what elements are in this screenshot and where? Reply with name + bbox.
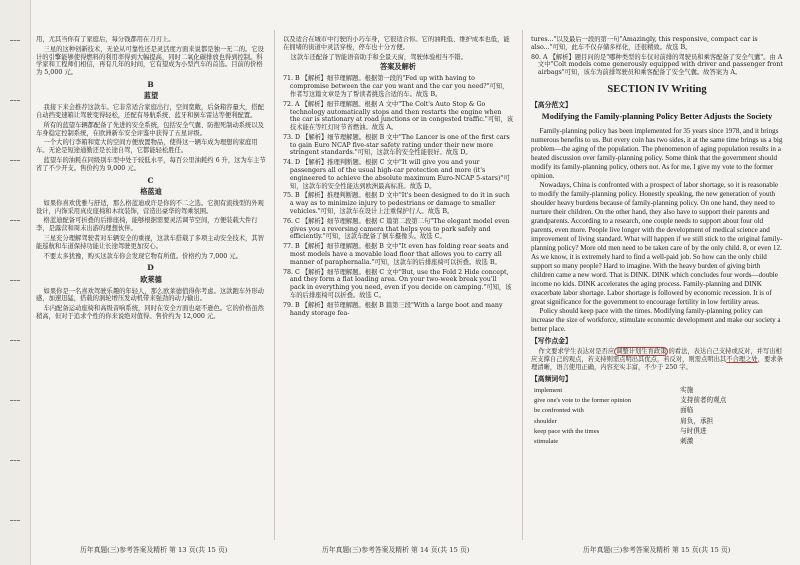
binding-mark xyxy=(10,460,20,461)
circled-phrase: 调整计划生育政策 xyxy=(616,348,667,356)
page-footer: 历年真题(三)参考答案及精析 第 15 页(共 15 页) xyxy=(583,546,731,554)
guide-text: 的看法，表达自己支持或反对，并写出相应支撑自己的观点，若支持则需点明出其优点，若反对，则需点明出其 xyxy=(531,348,782,364)
answers-heading: 答案及解析 xyxy=(380,62,416,72)
section-letter: D xyxy=(147,263,155,273)
answer-item: 71. B 【解析】细节理解题。根据第一段的"Fed up with having to compromise between the car you want and the car you need?"可知，作者写这篇文章是为了帮读者挑选合适的车。故选 B。 xyxy=(283,75,509,98)
paragraph: 以及适合在城市中行驶的小巧车身，它很适合你。它的油耗低、维护成本也低，能在拥堵的街道中灵活穿梭，停车也十分方便。 xyxy=(283,36,510,51)
label-model-essay: 【高分范文】 xyxy=(531,101,572,109)
binding-mark xyxy=(10,100,20,101)
paragraph: 用，尤其当你有了家庭后，每分钱都用在刀刃上。 xyxy=(36,36,175,43)
vocab-en: stimulate xyxy=(534,437,559,445)
vocab-cn: 刺激 xyxy=(680,437,694,445)
vocab-en: keep pace with the times xyxy=(534,427,600,435)
column-divider xyxy=(522,30,523,540)
vocab-en: implement xyxy=(534,387,563,395)
answer-item: 73. D 【解析】细节理解题。根据 B 文中"The Lancer is one of the first cars to gain Euro NCAP five-star safety rating under their new more stringent standards."可知，这款车的安全性能很好。故选 D。 xyxy=(283,133,510,157)
essay-title: Modifying the Family-planning Policy Better Adjusts the Society xyxy=(541,112,773,122)
binding-mark xyxy=(10,40,20,41)
paragraph: tures..."以及最后一段的第一句"Amazingly, this responsive, compact car is also..."可知，此车不仅存储多样化，还很精致。故选 B。 xyxy=(531,36,758,51)
vocab-cn: 面临 xyxy=(680,407,694,415)
paragraph: 三星的这种创新技术，无论从可靠性还是灵活度方面来说都是独一无二的。它设计的引擎能够使得燃料的利用率得到大幅提高，同时二氧化碳排放也得到控制。科学家和工程师们相信，再有几年的时间，它有望成为小型汽车的首选。目前的价格为 5,000 元。 xyxy=(36,45,264,77)
vocab-row xyxy=(531,386,783,396)
binding-mark xyxy=(10,220,20,221)
essay-paragraph: Policy should keep pace with the times. Modifying family-planning policy can increase the size of workforce, stimulate economic development and make our society a better place. xyxy=(531,306,781,333)
binding-mark xyxy=(10,520,20,521)
column-page-13 xyxy=(36,36,266,536)
paragraph: 我接下来会推荐这款车。它非常适合家庭出行，空间宽敞，后备箱容量大，搭配自动挡变速箱让驾驶变得轻松，还配有导航系统、蓝牙和倒车雷达等便利配置。 xyxy=(36,104,264,119)
paragraph: 车内配备运动座椅和高级音响系统，同时在安全方面也毫不逊色。它的价格虽然稍高，但对于追求个性的你来说绝对值得。售价约为 12,000 元。 xyxy=(36,305,264,320)
section-letter: C xyxy=(147,175,155,185)
section-heading: 格蓝迪 xyxy=(140,186,162,196)
column-page-14 xyxy=(283,36,513,536)
vocab-cn: 支持前者的观点 xyxy=(680,397,727,405)
paragraph: 一个大的行李箱和宽大的空间方便放置物品，使得这一辆车成为理想的家庭用车。无论是短途通勤还是长途自驾，它都能轻松胜任。 xyxy=(36,139,258,155)
page-footer: 历年真题(三)参考答案及精析 第 14 页(共 15 页) xyxy=(322,546,470,554)
answer-item: 77. B 【解析】细节理解题。根据 B 文中"It even has folding rear seats and most models have a movable load floor that allows you to carry all manner of paraphernalia."可知，这款车的后排座椅可以折叠。故选 B。 xyxy=(283,243,509,266)
paragraph: 不要太多犹豫，购买这款车你会发现它物有所值。价格约为 7,000 元。 xyxy=(43,252,242,260)
essay-paragraph: Family-planning policy has been implemented for 35 years since 1978, and it brings numerous benefits to us. But every coin has two sides, it at the same time brings us a big problem—the aging of the population. The phenomenon of aging population results in a heated discussion over family-planning policy. Some think that the government should modify its family-planning policy, others not. As for me, I give my vote to the former opinion. xyxy=(531,126,783,180)
vocab-en: give one's vote to the former opinion xyxy=(534,397,632,405)
label-writing-guide: 【写作点金】 xyxy=(531,336,572,345)
answer-item: 79. B 【解析】细节理解题。根据 B 篇第三段"With a large boot and many handy storage fea- xyxy=(283,301,503,317)
vocab-en: shoulder xyxy=(534,417,557,425)
section-title: SECTION IV Writing xyxy=(607,83,707,95)
column-divider xyxy=(274,30,275,540)
binding-mark xyxy=(10,160,20,161)
vocab-cn: 肩负，承担 xyxy=(680,417,714,425)
guide-text: 作文要求学生表达对是否应 xyxy=(538,348,615,356)
binding-mark xyxy=(10,340,20,341)
paragraph: 格蓝迪配备可折叠的后排座椅，能够根据需要灵活调节空间，方便装载大件行李，是露营和周末出游的理想伙伴。 xyxy=(36,217,258,233)
essay-paragraph: Nowadays, China is confronted with a prospect of labor shortage, so it is reasonable to modify the family-planning policy. Honestly speaking, the new generation of youth shoulder heavy burdens because of family-planning policy. On one hand, they need to nurture their children. On the other hand, they also have to support their parents and grandparents. According to a research, one couple needs to support about four old parents, even more. People live longer with the development of medical science and improvement of living standard. What will happen if we still stick to the original family-planning policy? More old men need to be taken care of by the only child. 8, or even 12. As we know, it is extremely hard to find a well-paid job. So how can the only child support so many people? Hard to imagine. With the heavy burden of giving birth children came a new word. That is DINK. DINK which concludes four words—double income no kids. DINK accelerates the aging process. Family-planning and DINK exacerbate labor shortage. Labor shortage is followed by economic recession. It is of great significance for the government to encourage fertility in low fertility areas. xyxy=(531,180,783,306)
vocab-row xyxy=(531,437,783,447)
answer-item: 75. B 【解析】推理判断题。根据 D 文中"It's been designed to do it in such a way as to minimize injury to pedestrians or damage to smaller vehicles."可知，这款车在设计上注重保护行人。故选 B。 xyxy=(283,192,510,216)
guide-text: ，要求条理清晰，语言使用正确，内容充实丰富，不少于 250 字。 xyxy=(531,356,783,371)
answer-item: 80. A 【解析】题目问的是"哪种类型的车仅对前排的驾驶员和乘客配备了安全气囊"。由 A 文中"Colt models come generously equipped with driver and passenger front airbags"可知，该车为前排驾驶员和乘客配备了安全气囊。故答案为 A。 xyxy=(531,53,783,77)
page-footer: 历年真题(三)参考答案及精析 第 13 页(共 15 页) xyxy=(80,546,228,554)
answer-item: 72. A 【解析】细节理解题。根据 A 文中"The Colt's Auto Stop & Go technology automatically stops and then restarts the engine when the car is stationary at road junctions or in congested traffic."可知，该技术能在等红灯时节省燃油。故选 A。 xyxy=(283,100,513,132)
binding-mark xyxy=(10,400,20,401)
vocab-en: be confronted with xyxy=(534,407,584,415)
vocab-cn: 实施 xyxy=(680,387,694,395)
paragraph: 三星充分理解驾驶者对车辆安全的重视，这款车搭载了多项主动安全技术，其智能巡航和车道保持功能让长途驾驶更加安心。 xyxy=(36,234,264,250)
paragraph: 如果你喜欢优雅与舒适，那么格蓝迪或许是你的不二之选。它拥有流线型的外观设计，内饰采用真皮座椅和木纹装饰，营造出豪华的驾乘氛围。 xyxy=(36,199,264,215)
underlined-phrase: 不合理之处 xyxy=(726,356,758,364)
section-letter: B xyxy=(147,79,155,89)
writing-guide xyxy=(531,348,783,371)
paragraph: 所有的蓝望车辆都配备了先进的安全系统，包括安全气囊、防抱死制动系统以及车身稳定控制系统，在欧洲新车安全评鉴中获得了五星评级。 xyxy=(36,121,264,137)
vocab-row xyxy=(531,427,783,437)
answer-item: 76. C 【解析】细节理解题。根据 C 篇第二段第二句"The elegant model even gives you a reversing camera that helps you to park safely and efficiently."可知，这款车配备了倒车摄像头。故选 C。 xyxy=(283,217,510,241)
vocab-row xyxy=(531,406,783,416)
section-heading: 蓝望 xyxy=(143,91,159,101)
paragraph: 这款车还配备了智能语音助手和全景天窗，驾驶体验相当不错。 xyxy=(290,53,467,61)
vocabulary-table xyxy=(531,386,783,447)
label-vocabulary: 【高频词句】 xyxy=(531,374,572,383)
binding-mark xyxy=(10,280,20,281)
section-heading: 欧莱德 xyxy=(140,274,162,284)
answer-item: 74. D 【解析】推理判断题。根据 C 文中"It will give you and your passengers all of the usual high-car protection and more (it's engineered to achieve the absolute maximum Euro-NCAP 5-stars)"可知，这款车的安全性能达到欧洲最高标准。故选 D。 xyxy=(283,159,510,190)
binding-margin xyxy=(0,0,31,565)
vocab-row xyxy=(531,417,783,427)
column-page-15 xyxy=(531,36,783,536)
vocab-cn: 与时俱进 xyxy=(680,427,707,435)
answer-item: 78. C 【解析】细节理解题。根据 C 文中"But, use the Fold 2 Hide concept, and they form a flat loading area. On your two-week break you'll pack in everything you need, even if you decide on camping."可知，该车的后排座椅可以折叠。故选 C。 xyxy=(283,268,512,300)
vocab-row xyxy=(531,396,783,406)
paragraph: 如果你是一名喜欢驾驶乐趣的年轻人，那么欧莱德值得你考虑。这款跑车外形动感，加速迅猛，搭载的涡轮增压发动机带来强劲的动力输出。 xyxy=(36,287,264,303)
paragraph: 蓝望车的油耗在同级别车型中处于较低水平，每百公里油耗约 6 升，这为车主节省了不少开支。售价约为 9,000 元。 xyxy=(36,156,266,172)
